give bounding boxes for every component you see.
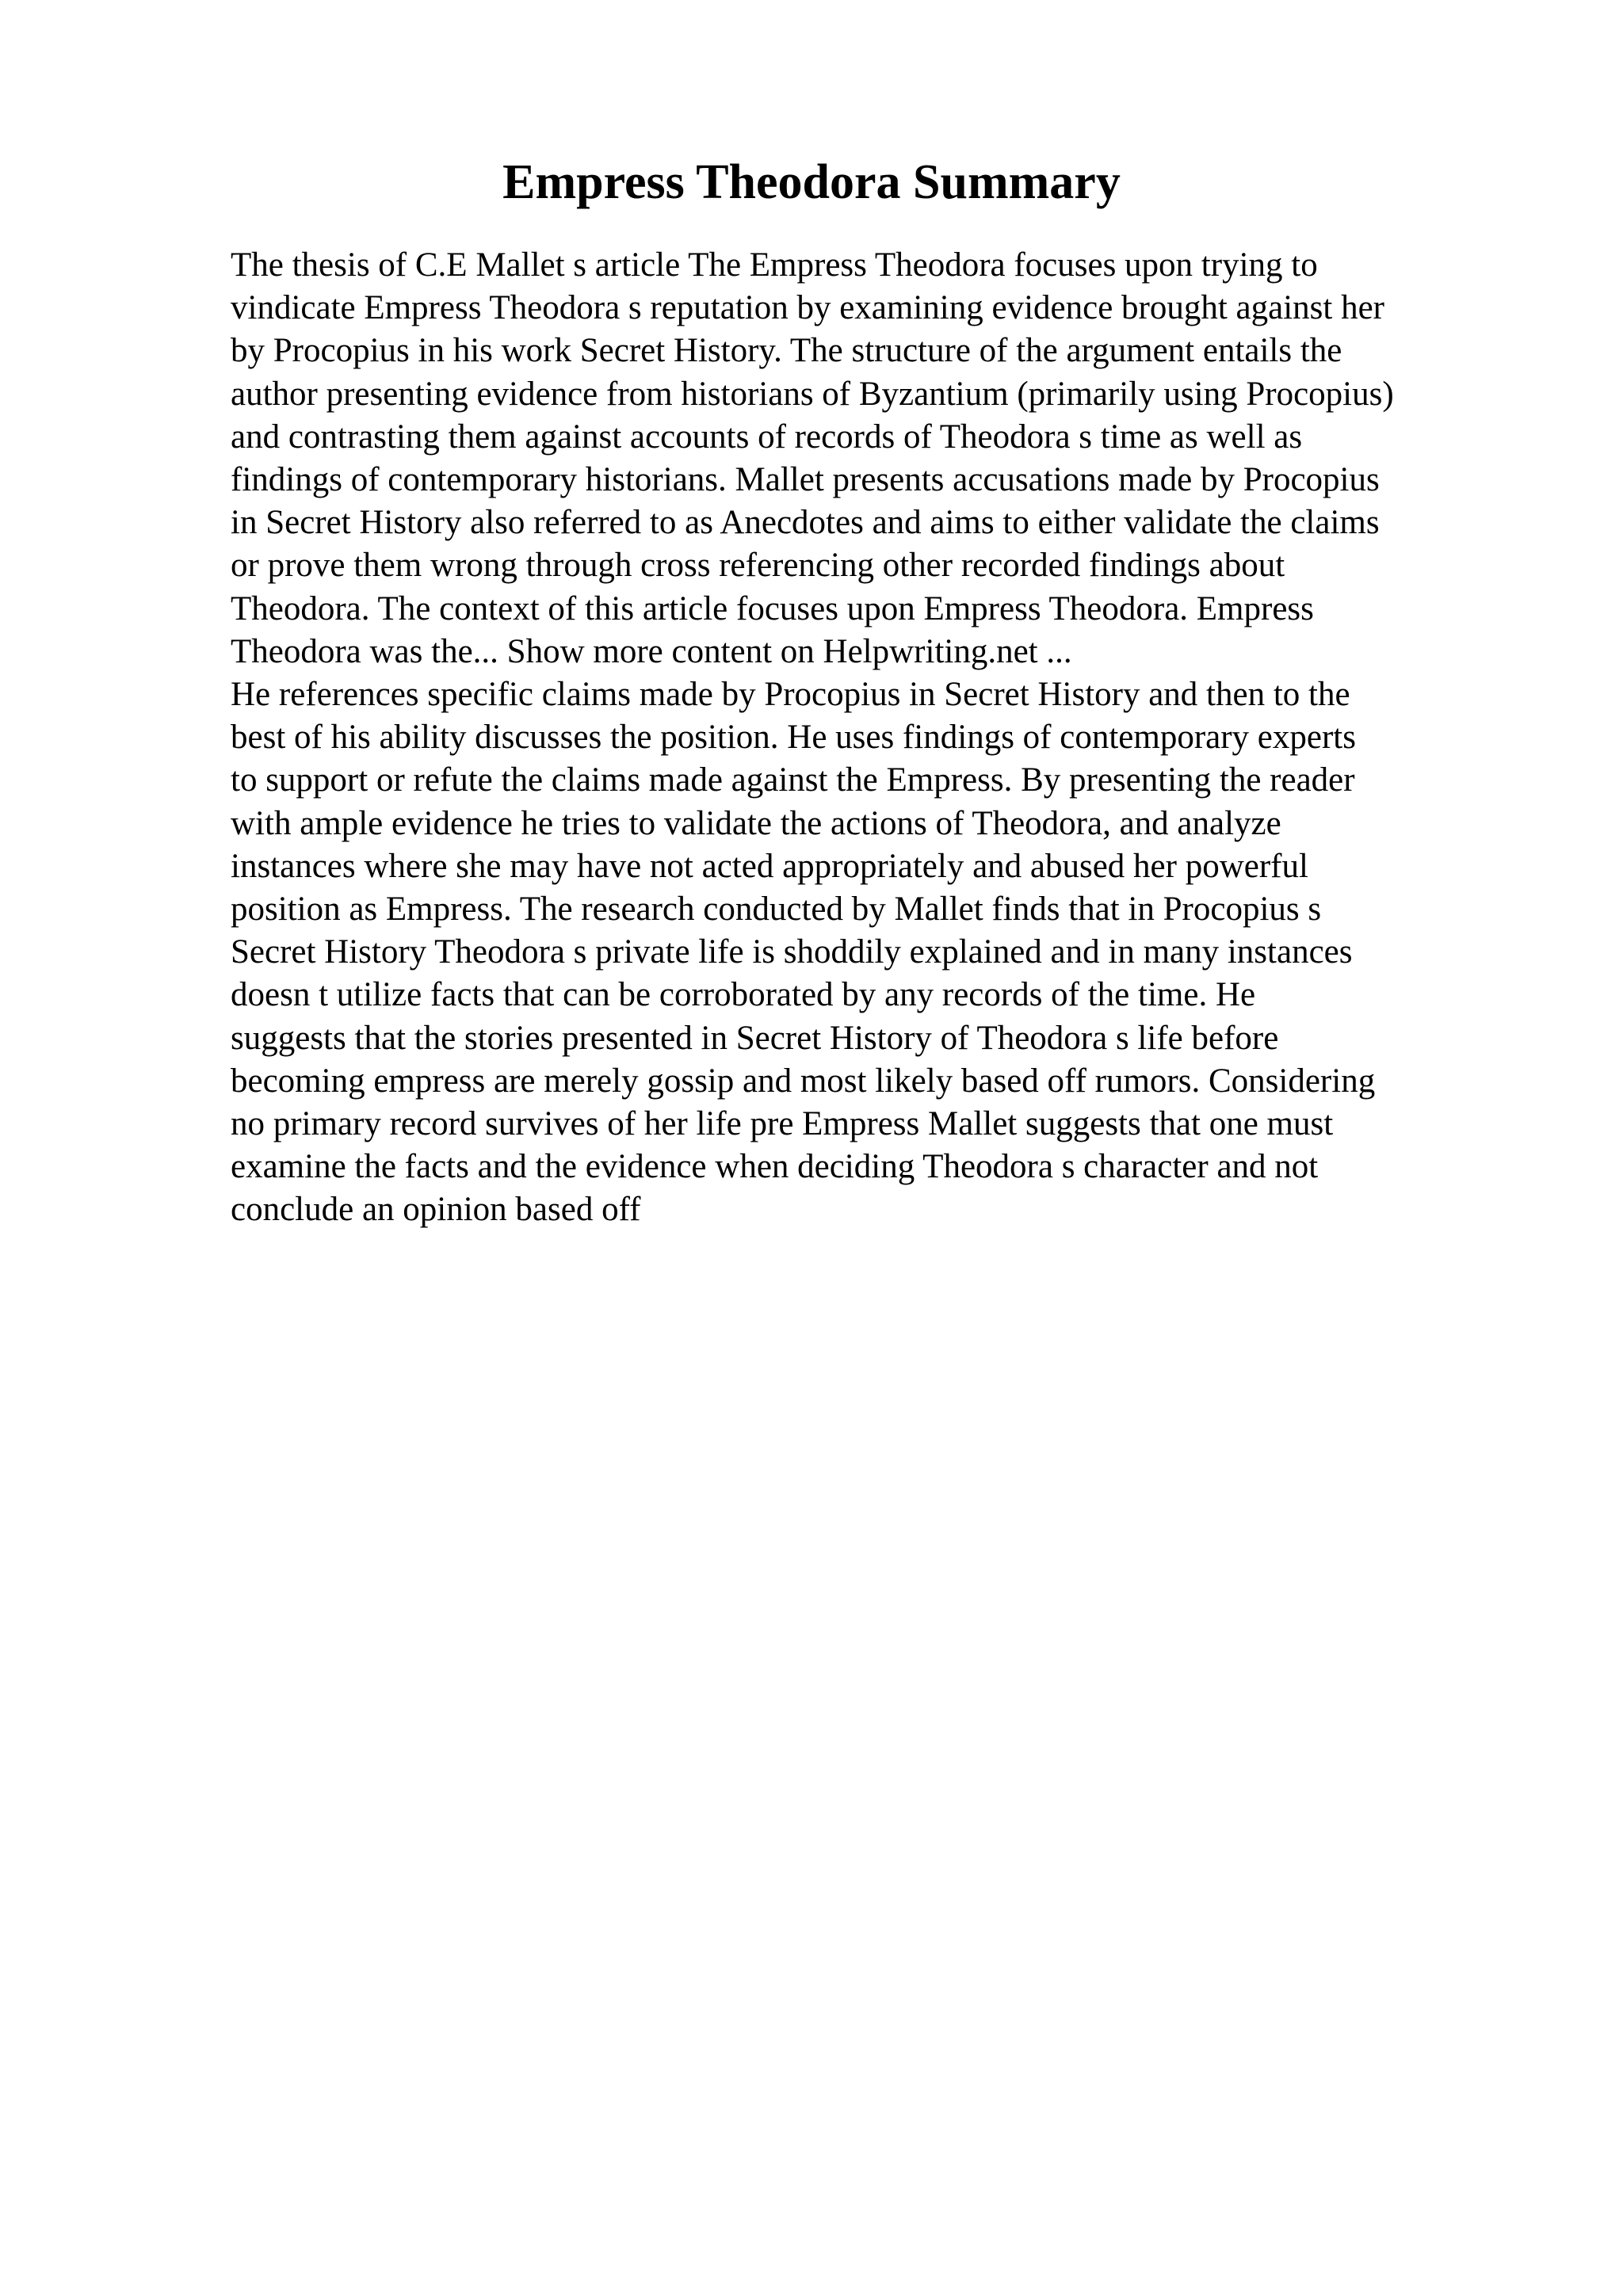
text-line: He references specific claims made by Procopius in Secret History and then to the (231, 676, 1350, 714)
text-line: Theodora. The context of this article focuses upon Empress Theodora. Empress (231, 589, 1314, 627)
text-line: author presenting evidence from historians of Byzantium (primarily using Procopius) (231, 375, 1394, 413)
text-line: position as Empress. The research conducted by Mallet finds that in Procopius s (231, 891, 1322, 929)
text-line: conclude an opinion based off (231, 1191, 641, 1229)
text-line: or prove them wrong through cross referencing other recorded findings about (231, 547, 1285, 585)
paragraph-1 (231, 244, 1530, 673)
text-line: findings of contemporary historians. Mallet presents accusations made by Procopius (231, 461, 1380, 499)
text-line: by Procopius in his work Secret History. The structure of the argument entails the (231, 332, 1342, 370)
text-line: becoming empress are merely gossip and most likely based off rumors. Considering (231, 1062, 1376, 1100)
text-line: no primary record survives of her life pre Empress Mallet suggests that one must (231, 1105, 1334, 1143)
text-line: in Secret History also referred to as Anecdotes and aims to either validate the claims (231, 504, 1380, 542)
text-line: doesn t utilize facts that can be corroborated by any records of the time. He (231, 976, 1256, 1014)
text-line: examine the facts and the evidence when deciding Theodora s character and not (231, 1148, 1319, 1186)
text-line: instances where she may have not acted appropriately and abused her powerful (231, 847, 1308, 885)
text-line: The thesis of C.E Mallet s article The Empress Theodora focuses upon trying to (231, 246, 1318, 284)
text-line: suggests that the stories presented in Secret History of Theodora s life before (231, 1019, 1279, 1057)
document-title: Empress Theodora Summary (502, 155, 1121, 209)
text-line: and contrasting them against accounts of records of Theodora s time as well as (231, 418, 1303, 456)
text-line: Theodora was the... Show more content on Helpwriting.net ... (231, 632, 1072, 670)
text-line: vindicate Empress Theodora s reputation by examining evidence brought against her (231, 289, 1384, 327)
paragraph-2 (231, 673, 1530, 1232)
text-line: best of his ability discusses the position. He uses findings of contemporary experts (231, 719, 1356, 757)
text-line: with ample evidence he tries to validate the actions of Theodora, and analyze (231, 804, 1281, 842)
document-body (231, 244, 1530, 1232)
text-line: to support or refute the claims made against the Empress. By presenting the reader (231, 761, 1355, 799)
text-line: Secret History Theodora s private life is shoddily explained and in many instances (231, 933, 1353, 971)
